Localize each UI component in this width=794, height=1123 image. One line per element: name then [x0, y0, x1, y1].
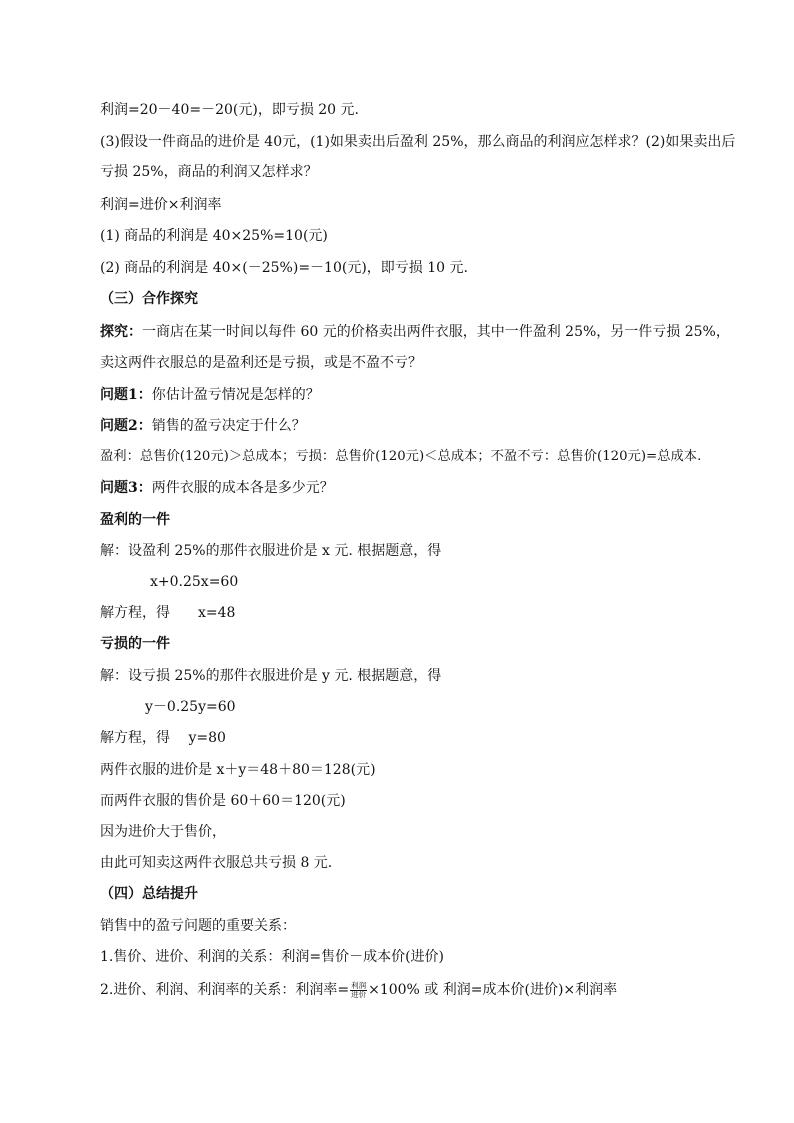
profit-item-heading: 盈利的一件: [100, 512, 170, 528]
problem-1: 问题1：你估计盈亏情况是怎样的？: [100, 387, 320, 403]
profit-solution-setup: 解：设盈利 25%的那件衣服进价是 x 元. 根据题意，得: [100, 543, 442, 559]
exploration-line-1: 探究：一商店在某一时间以每件 60 元的价格卖出两件衣服，其中一件盈利 25%，另一件亏损 25%，: [100, 324, 730, 340]
exploration-line-2: 卖这两件衣服总的是盈利还是亏损，或是不盈不亏？: [100, 355, 422, 371]
section-heading-3: （三）合作探究: [100, 291, 198, 307]
loss-result-line: 利润=20－40=－20(元)，即亏损 20 元.: [100, 102, 359, 118]
profit-equation: x+0.25x=60: [150, 574, 239, 590]
answer-2: (2) 商品的利润是 40×(－25%)=－10(元)，即亏损 10 元.: [100, 260, 468, 276]
profit-loss-conditions: 盈利：总售价(120元)＞总成本；亏损：总售价(120元)＜总成本；不盈不亏：总售价(120元)=总成本.: [100, 449, 702, 464]
total-cost-line: 两件衣服的进价是 x＋y＝48＋80＝128(元): [100, 762, 376, 778]
comparison-line: 因为进价大于售价，: [100, 824, 226, 840]
answer-1: (1) 商品的利润是 40×25%=10(元): [100, 228, 328, 244]
summary-intro: 销售中的盈亏问题的重要关系：: [100, 918, 296, 934]
loss-item-heading: 亏损的一件: [100, 636, 170, 652]
total-price-line: 而两件衣服的售价是 60＋60＝120(元): [100, 793, 346, 809]
summary-relation-2: 2.进价、利润、利润率的关系：利润率= $\frac{\text{利润}}{\text{进价}}$ ×100% 或 利润=成本价(进价)×利润率: [100, 980, 618, 999]
problem-3: 问题3：两件衣服的成本各是多少元？: [100, 480, 334, 496]
section-heading-4: （四）总结提升: [100, 886, 198, 902]
profit-rate-fraction: $\frac{\text{利润}}{\text{进价}}$: [351, 980, 367, 999]
loss-solution-setup: 解：设亏损 25%的那件衣服进价是 y 元. 根据题意，得: [100, 668, 442, 684]
question-3-line-1: (3)假设一件商品的进价是 40元，(1)如果卖出后盈利 25%，那么商品的利润应怎样求？(2)如果卖出后: [100, 134, 736, 150]
problem-2: 问题2：销售的盈亏决定于什么？: [100, 418, 306, 434]
loss-solution: 解方程，得 y=80: [100, 730, 226, 746]
question-3-line-2: 亏损 25%，商品的利润又怎样求？: [100, 164, 318, 180]
profit-formula: 利润=进价×利润率: [100, 197, 222, 213]
summary-relation-1: 1.售价、进价、利润的关系：利润=售价－成本价(进价): [100, 949, 445, 965]
loss-equation: y－0.25y=60: [145, 699, 236, 715]
profit-solution: 解方程，得 x=48: [100, 605, 236, 621]
conclusion-line: 由此可知卖这两件衣服总共亏损 8 元.: [100, 855, 333, 871]
